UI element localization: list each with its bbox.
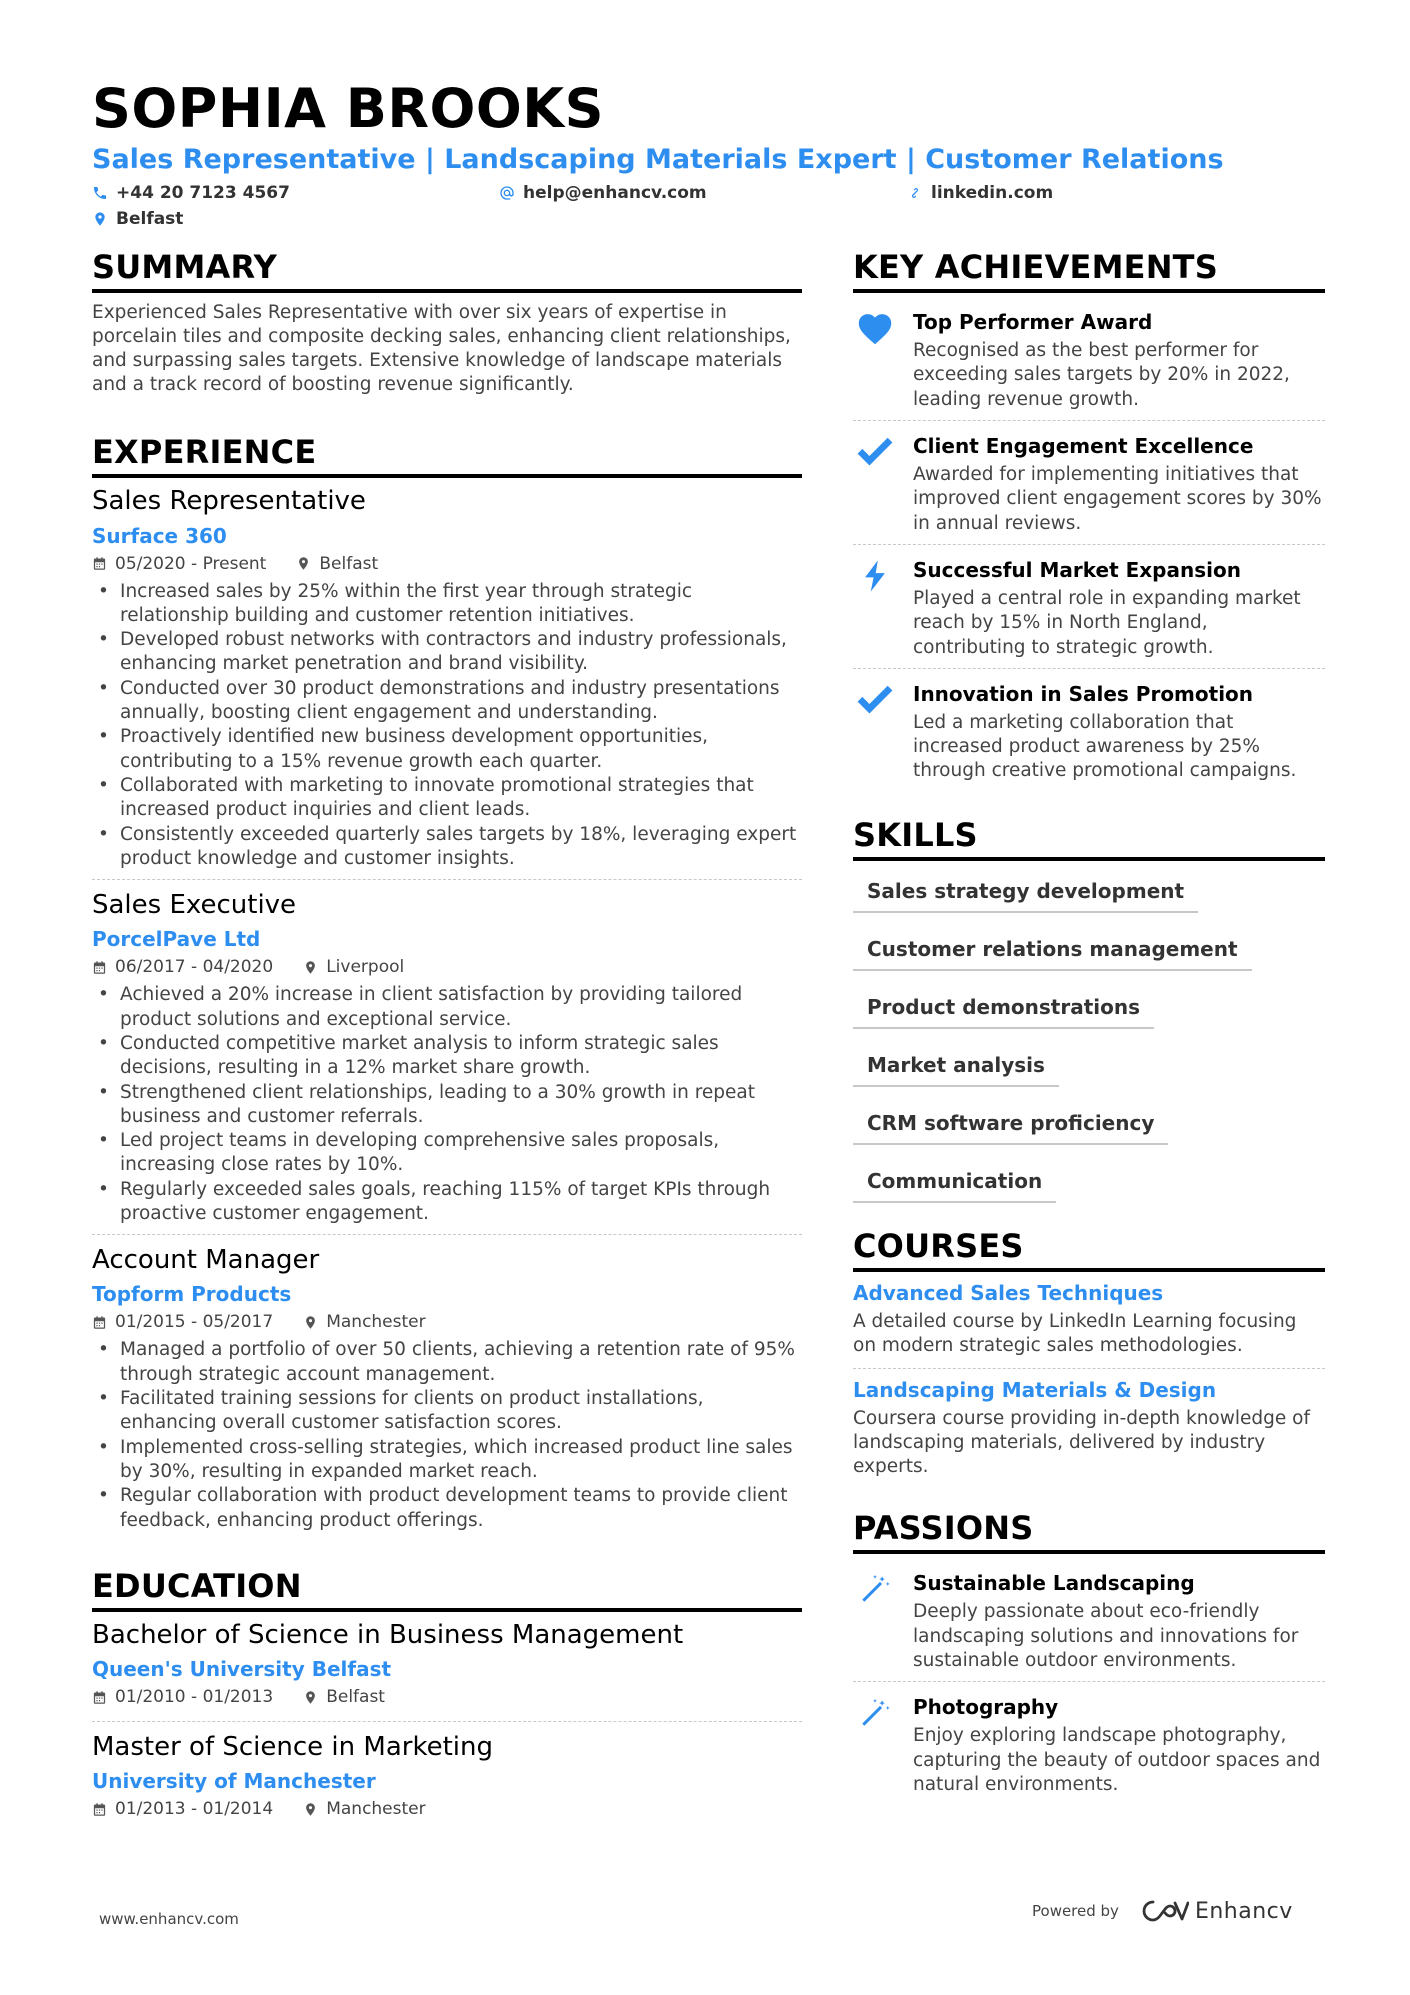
skill-tag: Product demonstrations <box>853 991 1154 1029</box>
job-bullets <box>92 580 802 872</box>
at-icon <box>499 185 515 201</box>
summary-text: Experienced Sales Representative with over six years of expertise in porcelain tiles and composite decking sales, enhancing client relationships, and surpassing sales targets. Extensive knowledge of landscape materials and a track record of boosting revenue significantly. <box>92 302 791 396</box>
achievement-title: Client Engagement Excellence <box>913 434 1254 459</box>
contact-location <box>92 209 183 229</box>
job-location: Belfast <box>296 554 378 574</box>
bullet-item: • Collaborated with marketing to innovate promotional strategies that increased product inquiries and client leads. <box>92 774 802 823</box>
achievement-item <box>853 668 1325 792</box>
phone-icon <box>92 185 108 201</box>
skills-list <box>853 869 1325 1223</box>
location-pin-icon <box>303 1315 318 1330</box>
school-name: Queen's University Belfast <box>92 1657 392 1682</box>
experience-title: EXPERIENCE <box>92 435 802 478</box>
achievements-title: KEY ACHIEVEMENTS <box>853 250 1325 293</box>
passions-title: PASSIONS <box>853 1511 1325 1554</box>
footer-website-link[interactable]: www.enhancv.com <box>99 1910 239 1928</box>
magic-wand-icon <box>856 1572 894 1606</box>
passion-title: Photography <box>913 1695 1059 1720</box>
bullet-item: • Conducted over 30 product demonstrations and industry presentations annually, boosting client engagement and understanding. <box>92 677 802 726</box>
phone-text: +44 20 7123 4567 <box>116 183 290 203</box>
contact-linkedin[interactable] <box>907 183 1053 203</box>
education-location: Belfast <box>303 1687 385 1707</box>
lightning-icon <box>856 559 894 593</box>
job-company: Surface 360 <box>92 523 227 548</box>
bullet-item: • Developed robust networks with contractors and industry professionals, enhancing market penetration and brand visibility. <box>92 628 802 677</box>
left-column <box>92 250 802 1833</box>
heart-icon <box>856 311 894 345</box>
calendar-icon <box>92 1690 107 1705</box>
passions-section <box>853 1511 1325 1805</box>
course-title: Landscaping Materials & Design <box>853 1378 1217 1403</box>
location-text: Belfast <box>116 209 184 229</box>
course-desc: Coursera course providing in-depth knowledge of landscaping materials, delivered by industry experts. <box>853 1408 1310 1478</box>
bullet-item: • Increased sales by 25% within the first year through strategic relationship building and customer retention initiatives. <box>92 580 802 629</box>
location-pin-icon <box>303 1690 318 1705</box>
job-dates: 06/2017 - 04/2020 <box>92 957 273 977</box>
passion-item <box>853 1681 1325 1805</box>
job-title: Account Manager <box>92 1245 320 1276</box>
course-title: Advanced Sales Techniques <box>853 1281 1164 1306</box>
job-bullets <box>92 1338 802 1532</box>
achievement-title: Innovation in Sales Promotion <box>913 681 1254 706</box>
candidate-headline: Sales Representative | Landscaping Materials Expert | Customer Relations <box>92 144 1224 175</box>
bullet-item: • Consistently exceeded quarterly sales targets by 18%, leveraging expert product knowledge and customer insights. <box>92 823 802 872</box>
job-title: Sales Representative <box>92 486 366 517</box>
powered-by-label: Powered by <box>1032 1902 1119 1920</box>
job-location: Manchester <box>303 1312 425 1332</box>
course-item <box>853 1280 1325 1368</box>
achievement-title: Successful Market Expansion <box>913 557 1241 582</box>
skill-tag: Sales strategy development <box>853 875 1198 913</box>
passion-desc: Deeply passionate about eco-friendly landscaping solutions and innovations for sustainable outdoor environments. <box>913 1601 1299 1671</box>
skills-section <box>853 815 1325 1223</box>
job-company: Topform Products <box>92 1282 292 1307</box>
course-desc: A detailed course by LinkedIn Learning focusing on modern strategic sales methodologies. <box>853 1311 1297 1357</box>
education-meta <box>92 1687 802 1707</box>
contact-phone[interactable] <box>92 183 290 203</box>
linkedin-text: linkedin.com <box>931 183 1054 203</box>
education-dates: 01/2013 - 01/2014 <box>92 1799 273 1819</box>
job-meta <box>92 554 802 574</box>
achievement-desc: Awarded for implementing initiatives that improved client engagement scores by 30% in annual reviews. <box>913 464 1322 534</box>
bullet-item: • Regular collaboration with product development teams to provide client feedback, enhancing product offerings. <box>92 1484 802 1533</box>
passion-desc: Enjoy exploring landscape photography, capturing the beauty of outdoor spaces and natural environments. <box>913 1725 1321 1795</box>
education-section <box>92 1566 802 1834</box>
school-name: University of Manchester <box>92 1769 376 1794</box>
skill-tag: Market analysis <box>853 1049 1059 1087</box>
summary-section <box>92 250 802 397</box>
achievement-item <box>853 301 1325 420</box>
bullet-item: • Strengthened client relationships, leading to a 30% growth in repeat business and customer referrals. <box>92 1081 802 1130</box>
bullet-item: • Regularly exceeded sales goals, reaching 115% of target KPIs through proactive customer engagement. <box>92 1178 802 1227</box>
skill-tag: Communication <box>853 1165 1056 1203</box>
email-text: help@enhancv.com <box>523 183 707 203</box>
education-entry <box>92 1620 802 1721</box>
bullet-item: • Conducted competitive market analysis to inform strategic sales decisions, resulting in a 12% market share growth. <box>92 1032 802 1081</box>
bullet-item: • Achieved a 20% increase in client satisfaction by providing tailored product solutions and exceptional service. <box>92 983 802 1032</box>
job-meta <box>92 1312 802 1332</box>
education-meta <box>92 1799 802 1819</box>
location-pin-icon <box>92 211 108 227</box>
location-pin-icon <box>296 556 311 571</box>
job-entry <box>92 879 802 1234</box>
degree-title: Bachelor of Science in Business Management <box>92 1620 684 1651</box>
job-entry <box>92 1234 802 1541</box>
skill-tag: CRM software proficiency <box>853 1107 1168 1145</box>
bullet-item: • Facilitated training sessions for clients on product installations, enhancing overall customer satisfaction scores. <box>92 1387 802 1436</box>
calendar-icon <box>92 1315 107 1330</box>
achievement-desc: Led a marketing collaboration that increased product awareness by 25% through creative promotional campaigns. <box>913 711 1297 782</box>
bullet-item: • Implemented cross-selling strategies, which increased product line sales by 30%, resulting in expanded market reach. <box>92 1436 802 1485</box>
achievement-item <box>853 420 1325 544</box>
degree-title: Master of Science in Marketing <box>92 1732 493 1763</box>
skill-tag: Customer relations management <box>853 933 1252 971</box>
achievement-desc: Played a central role in expanding market reach by 15% in North England, contributing to strategic growth. <box>913 587 1301 658</box>
education-dates: 01/2010 - 01/2013 <box>92 1687 273 1707</box>
footer-branding <box>1032 1898 1293 1924</box>
job-location: Liverpool <box>303 957 404 977</box>
education-title: EDUCATION <box>92 1569 802 1612</box>
location-pin-icon <box>303 1802 318 1817</box>
experience-section <box>92 435 802 1541</box>
passion-item <box>853 1562 1325 1681</box>
enhancv-logo[interactable] <box>1141 1898 1293 1924</box>
bullet-item: • Proactively identified new business development opportunities, contributing to a 15% revenue growth each quarter. <box>92 725 802 774</box>
location-pin-icon <box>303 960 318 975</box>
achievement-item <box>853 544 1325 668</box>
job-entry <box>92 486 802 879</box>
calendar-icon <box>92 1802 107 1817</box>
magic-wand-icon <box>856 1696 894 1730</box>
enhancv-logo-icon <box>1141 1898 1189 1924</box>
achievements-section <box>853 250 1325 792</box>
checkmark-icon <box>856 683 894 717</box>
candidate-name: SOPHIA BROOKS <box>92 77 605 140</box>
job-company: PorcelPave Ltd <box>92 927 261 952</box>
education-location: Manchester <box>303 1799 425 1819</box>
job-dates: 01/2015 - 05/2017 <box>92 1312 273 1332</box>
achievement-title: Top Performer Award <box>913 310 1153 335</box>
job-meta <box>92 957 802 977</box>
bullet-item: • Led project teams in developing comprehensive sales proposals, increasing close rates by 10%. <box>92 1129 802 1178</box>
achievement-desc: Recognised as the best performer for exceeding sales targets by 20% in 2022, leading revenue growth. <box>913 340 1290 410</box>
calendar-icon <box>92 556 107 571</box>
enhancv-logo-text: Enhancv <box>1194 1898 1293 1924</box>
checkmark-icon <box>856 435 894 469</box>
link-icon <box>907 185 923 201</box>
job-bullets <box>92 983 802 1226</box>
education-entry <box>92 1721 802 1833</box>
skills-title: SKILLS <box>853 818 1325 861</box>
bullet-item: • Managed a portfolio of over 50 clients, achieving a retention rate of 95% through strategic account management. <box>92 1338 802 1387</box>
job-title: Sales Executive <box>92 890 297 921</box>
summary-title: SUMMARY <box>92 250 802 293</box>
courses-title: COURSES <box>853 1229 1325 1272</box>
job-dates: 05/2020 - Present <box>92 554 266 574</box>
course-item <box>853 1368 1325 1489</box>
calendar-icon <box>92 960 107 975</box>
passion-title: Sustainable Landscaping <box>913 1571 1195 1596</box>
contact-email[interactable] <box>499 183 707 203</box>
right-column <box>853 250 1325 1805</box>
courses-section <box>853 1226 1325 1489</box>
